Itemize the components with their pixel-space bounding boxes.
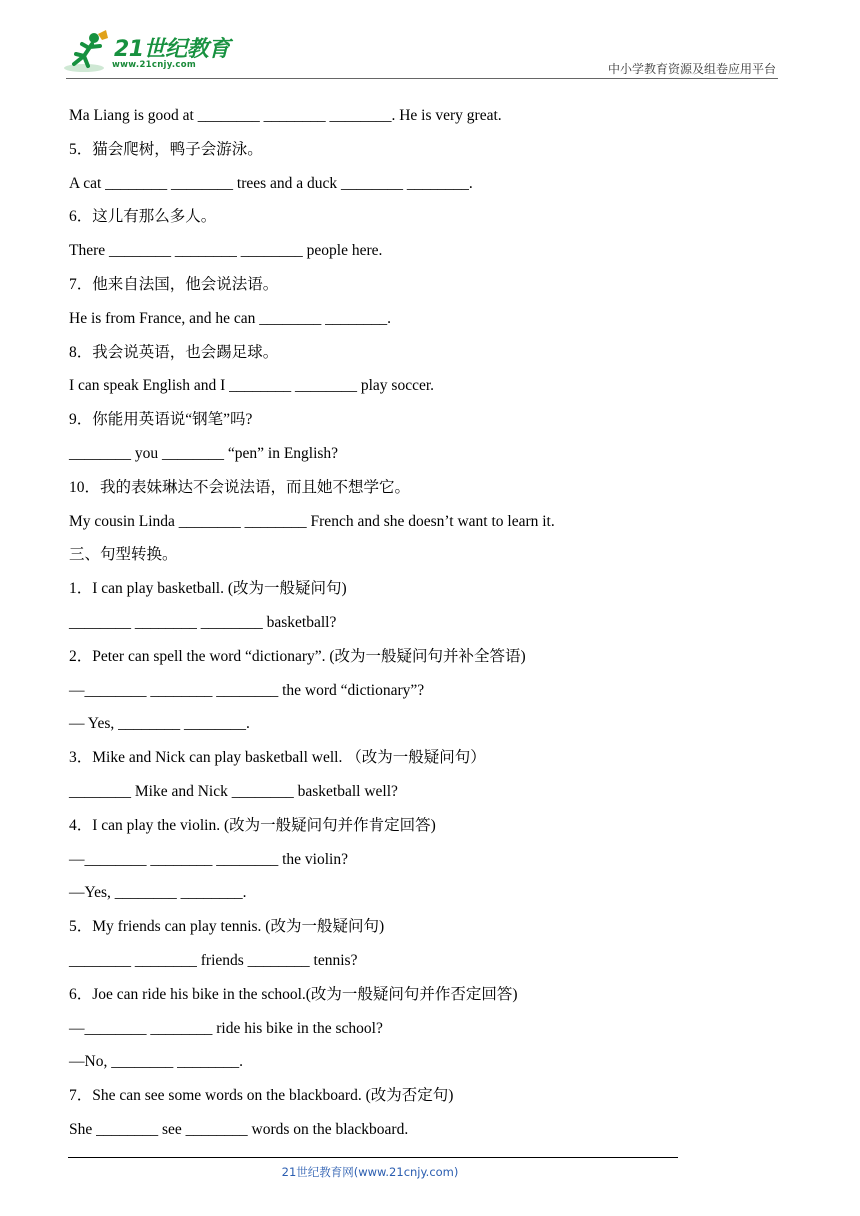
- logo-text: 21世纪教育: [114, 37, 230, 62]
- worksheet-line: 6．Joe can ride his bike in the school.(改为一般疑问句并作否定回答): [69, 985, 518, 1003]
- worksheet-line: —No, ________ ________.: [69, 1053, 243, 1071]
- worksheet-line: 7．She can see some words on the blackboard. (改为否定句): [69, 1087, 454, 1105]
- worksheet-content: [69, 101, 789, 1149]
- footer-divider: [68, 1157, 678, 1158]
- worksheet-line: 7．他来自法国，他会说法语。: [69, 275, 279, 293]
- worksheet-line: A cat ________ ________ trees and a duck ________ ________.: [69, 174, 473, 192]
- worksheet-line: — Yes, ________ ________.: [69, 715, 250, 733]
- worksheet-line: 5．My friends can play tennis. (改为一般疑问句): [69, 918, 385, 936]
- worksheet-line: My cousin Linda ________ ________ French and she doesn’t want to learn it.: [69, 512, 555, 530]
- platform-title: 中小学教育资源及组卷应用平台: [607, 62, 776, 76]
- worksheet-line: 8．我会说英语，也会踢足球。: [69, 343, 279, 361]
- worksheet-line: 3．Mike and Nick can play basketball well. （改为一般疑问句）: [69, 749, 486, 767]
- worksheet-line: ________ ________ ________ basketball?: [69, 613, 337, 631]
- footer-source: 21世纪教育网(www.21cnjy.com): [281, 1165, 459, 1179]
- worksheet-line: 1．I can play basketball. (改为一般疑问句): [69, 580, 347, 598]
- worksheet-line: ________ ________ friends ________ tennis?: [69, 951, 358, 969]
- logo: [62, 30, 232, 78]
- worksheet-line: —________ ________ ________ the violin?: [69, 850, 348, 868]
- worksheet-line: ________ Mike and Nick ________ basketball well?: [69, 782, 398, 800]
- worksheet-line: He is from France, and he can ________ ________.: [69, 309, 391, 327]
- worksheet-line: 6．这儿有那么多人。: [69, 208, 217, 226]
- worksheet-line: 三、句型转换。: [69, 546, 178, 564]
- header-divider: [66, 78, 778, 79]
- worksheet-line: There ________ ________ ________ people here.: [69, 242, 383, 260]
- worksheet-line: 9．你能用英语说“钢笔”吗?: [69, 411, 253, 429]
- runner-icon: [62, 30, 112, 76]
- worksheet-line: 5．猫会爬树，鸭子会游泳。: [69, 140, 263, 158]
- worksheet-line: Ma Liang is good at ________ ________ ________. He is very great.: [69, 107, 502, 124]
- worksheet-line: ________ you ________ “pen” in English?: [69, 444, 339, 462]
- worksheet-line: She ________ see ________ words on the blackboard.: [69, 1120, 409, 1138]
- worksheet-line: —________ ________ ________ the word “dictionary”?: [69, 681, 425, 699]
- worksheet-line: —Yes, ________ ________.: [69, 884, 247, 902]
- worksheet-line: I can speak English and I ________ ________ play soccer.: [69, 377, 435, 395]
- logo-url: www.21cnjy.com: [112, 60, 196, 70]
- worksheet-line: 2．Peter can spell the word “dictionary”. (改为一般疑问句并补全答语): [69, 647, 526, 665]
- worksheet-line: 10．我的表妹琳达不会说法语，而且她不想学它。: [69, 478, 411, 496]
- worksheet-line: 4．I can play the violin. (改为一般疑问句并作肯定回答): [69, 816, 436, 834]
- page-header: [0, 0, 860, 80]
- worksheet-line: —________ ________ ride his bike in the school?: [69, 1019, 383, 1037]
